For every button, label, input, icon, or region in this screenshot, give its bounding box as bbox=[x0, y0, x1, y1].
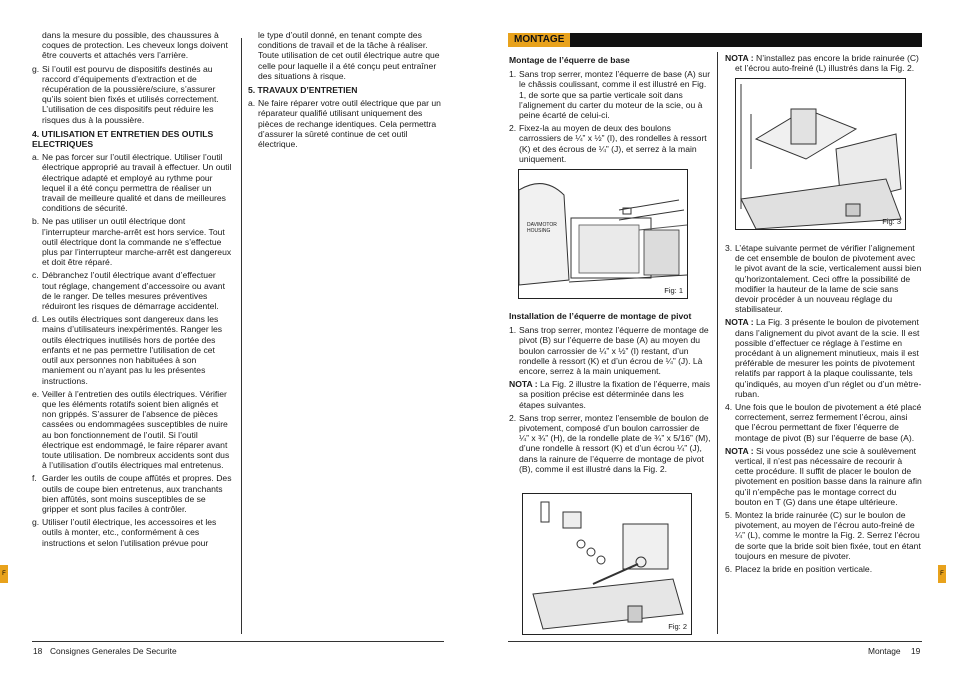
note-3: NOTA : La Fig. 3 présente le boulon de pivotement dans l’alignement du pivot avant de la scie. Il est possible d’effectuer ce réglage à l’estime en procédant à un alignement minutieux, mais il est préférable de mesurer les points de pivotement relatifs par rapport à la plaque coulissante, tels qu’indiqués, au moyen d’un réglet ou d’un mètre-ruban. bbox=[725, 317, 922, 399]
subheading-base-bracket: Montage de l’équerre de base bbox=[509, 55, 630, 65]
right-footer-rule bbox=[508, 641, 922, 642]
section-header-bar bbox=[508, 33, 922, 47]
left-column-divider bbox=[241, 38, 242, 634]
figure-1-drawing bbox=[519, 170, 688, 299]
intro-paragraph-2: le type d’outil donné, en tenant compte des conditions de travail et de la tâche à réaliser. Toute utilisation de cet outil électrique autre que celle pour laquelle il a été conçu peut entraîner des situations à risque. bbox=[258, 30, 440, 81]
list-item: g. Utiliser l’outil électrique, les accessoires et les outils à monter, etc., conformément à ces instructions et selon l’utilisation prévue pour bbox=[32, 517, 217, 548]
step-1: 1. Sans trop serrer, montez l’équerre de base (A) sur le châssis coulissant, comme il est illustré en Fig. 1, de sorte que sa partie verticale soit dans l’alignement du carter du moteur de la scie, ou à peine écarté de celui-ci. bbox=[509, 69, 711, 121]
subheading-pivot-bracket: Installation de l’équerre de montage de pivot bbox=[509, 311, 692, 321]
right-page-number: 19 bbox=[911, 646, 921, 656]
right-footer-title: Montage bbox=[868, 646, 901, 656]
left-page-number: 18 bbox=[33, 646, 43, 656]
figure-3-drawing bbox=[736, 79, 906, 230]
figure-1-caption: Fig: 1 bbox=[664, 285, 683, 295]
right-column-divider bbox=[717, 52, 718, 634]
list-item: f. Garder les outils de coupe affûtés et propres. Des outils de coupe bien entretenus, aux tranchants bien affûtés, sont moins susceptibles de se gripper et sont plus faciles à contrôler. bbox=[32, 473, 232, 514]
language-tab-right: F bbox=[938, 565, 946, 583]
list-item: a. Ne pas forcer sur l’outil électrique. Utiliser l’outil électrique approprié au travail à effectuer. Un outil électrique adapté et employé au rythme pour lequel il a été conçu permettra de réaliser un travail de meilleure qualité et dans de meilleures conditions de sécurité. bbox=[32, 152, 232, 214]
pivot-step-2: 2. Sans trop serrer, montez l’ensemble de boulon de pivotement, composé d’un boulon carrossier de ¼” x ¾” (H), de la rondelle plate de ¾” x 5/16” (M), d’une rondelle à ressort (K) et d’un écrou ¼” (J), dans la rainure de l’équerre de montage de pivot (B), comme il est illustré dans la Fig. 2. bbox=[509, 412, 711, 474]
note-2: NOTA : N’installez pas encore la bride rainurée (C) et l’écrou auto-freiné (L) illustrés dans la Fig. 2. bbox=[725, 53, 919, 74]
figure-2-caption: Fig: 2 bbox=[668, 621, 687, 631]
right-page-column-2 bbox=[725, 53, 923, 76]
figure-2-drawing bbox=[523, 494, 692, 635]
language-tab-left: F bbox=[0, 565, 8, 583]
step-4: 4. Une fois que le boulon de pivotement a été placé correctement, serrez fermement l’écrou, ainsi que l’écrou permettant de fixer l’équerre de montage de pivot (B) sur l’équerre de base (A). bbox=[725, 402, 922, 443]
step-5: 5. Montez la bride rainurée (C) sur le boulon de pivotement, au moyen de l’écrou auto-freiné de ¼” (L), comme le montre la Fig. 2. Serrez l’écrou de sorte que la bride soit bien fixée, tout en étant toujours en mesure de pivoter. bbox=[725, 510, 921, 561]
note-1: NOTA : La Fig. 2 illustre la fixation de l’équerre, mais sa position précise est déterminée dans les étapes suivantes. bbox=[509, 379, 711, 410]
list-item: b. Ne pas utiliser un outil électrique dont l’interrupteur marche-arrêt est hors service. Tout outil électrique dont la commande ne s’effectue plus par l’interrupteur marche-arrêt est dangereux et doit être réparé. bbox=[32, 216, 232, 268]
figure-1 bbox=[518, 169, 688, 299]
list-item-a: a. Ne faire réparer votre outil électrique que par un réparateur qualifié utilisant uniquement des pièces de rechange identiques. Cela permettra d’assurer la sûreté continue de cet outil électrique. bbox=[248, 98, 441, 150]
left-page-column-2 bbox=[248, 30, 448, 152]
list-item: d. Les outils électriques sont dangereux dans les mains d’utilisateurs inexpérimentés. Ranger les outils électriques inutilisés hors de portée des enfants et ne pas permettre l’utilisation de cet outil aux personnes non habituées à son maniement ou n’ayant pas lu les présentes instructions. bbox=[32, 314, 223, 386]
pivot-step-1: 1. Sans trop serrer, montez l’équerre de montage de pivot (B) sur l’équerre de base (A) au moyen du boulon carrossier de ¼” x ½” (I) restant, d’un rondelle à ressort (K) et d’un écrou de ¼” (J). Là encore, serrez à la main uniquement. bbox=[509, 325, 709, 377]
step-6: 6. Placez la bride en position verticale. bbox=[725, 564, 873, 575]
section-heading-5: 5. TRAVAUX D’ENTRETIEN bbox=[248, 85, 358, 96]
list-item-g: g. Si l’outil est pourvu de dispositifs destinés au raccord d’équipements d’extraction et de récupération de la poussière/sciure, s’assurer qu’ils soient bien fixés et utilisés correctement. L’utilisation de ces dispositifs peut réduire les risques dus à la poussière. bbox=[32, 63, 219, 125]
list-item: c. Débranchez l’outil électrique avant d’effectuer tout réglage, changement d’accessoire ou avant de le ranger. De telles mesures préventives réduiront les risques de démarrage accidentel. bbox=[32, 270, 225, 312]
figure-2 bbox=[522, 493, 692, 635]
section-title: MONTAGE bbox=[508, 33, 570, 47]
figure-1-motor-label: DAVIMOTOR HOUSING bbox=[527, 222, 557, 234]
left-footer-rule bbox=[32, 641, 444, 642]
right-page-column-1-lower bbox=[509, 309, 711, 477]
step-2: 2. Fixez-la au moyen de deux des boulons carrossiers de ¼” x ½” (I), des rondelles à ressort (K) et des écrous de ¼” (J), et serrez à la main uniquement. bbox=[509, 123, 707, 164]
list-item: e. Veiller à l’entretien des outils électriques. Vérifier que les éléments rotatifs soient bien alignés et non grippés. S’assurer de l’absence de pièces cassées ou endommagées susceptibles de nuire au bon fonctionnement de l’outil. Si l’outil électrique est endommagé, le faire réparer avant toute utilisation. De nombreux accidents sont dus à l’utilisation d’outils électriques mal entretenus. bbox=[32, 388, 230, 471]
note-4: NOTA : Si vous possédez une scie à soulèvement vertical, il n’est pas nécessaire de recourir à cette procédure. Il suffit de placer le boulon de pivotement en position basse dans la rainure afin qu’il n’empêche pas le montage correct du bouton en T (G) dans une étape ultérieure. bbox=[725, 445, 922, 507]
figure-3-caption: Fig: 3 bbox=[882, 216, 901, 226]
section-heading-4: 4. UTILISATION ET ENTRETIEN DES OUTILS ELECTRIQUES bbox=[32, 128, 214, 150]
right-page-column-2-lower bbox=[725, 243, 923, 577]
step-3: 3. L’étape suivante permet de vérifier l’alignement de cet ensemble de boulon de pivotement avec le pivot avant de la scie, verticalement aussi bien qu’horizontalement. Ceci offre la possibilité de modifier la hauteur de la lame de scie sans devoir procéder à un nouveau réglage du stabilisateur. bbox=[725, 243, 922, 315]
left-footer-title: Consignes Generales De Securite bbox=[50, 646, 177, 656]
usage-list bbox=[32, 152, 232, 548]
right-page-column-1 bbox=[509, 53, 711, 167]
figure-3 bbox=[735, 78, 906, 230]
intro-paragraph: dans la mesure du possible, des chaussures à coques de protection. Les cheveux longs doivent être couverts et attachés vers l’arrière. bbox=[42, 30, 228, 61]
left-page-column-1 bbox=[32, 30, 232, 551]
